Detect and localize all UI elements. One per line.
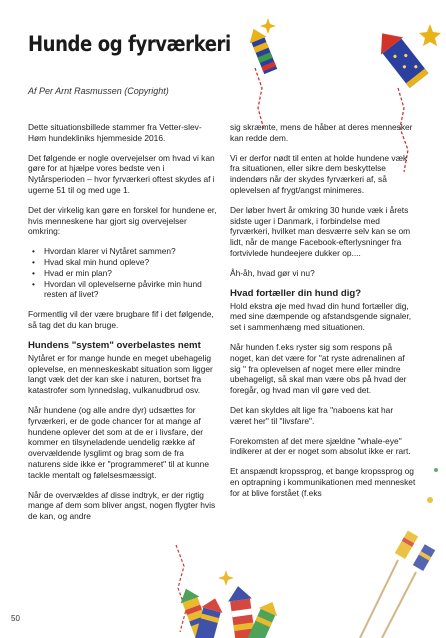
paragraph: Vi er derfor nødt til enten at holde hundene væk fra situationen, eller sikre dem beskyttelse indendørs når der skydes fyrværkeri af, så oplevelsen af frygt/angst minimeres. bbox=[230, 152, 408, 195]
paragraph: Formentlig vil der være brugbare fif i det følgende, så tag det du kan bruge. bbox=[28, 309, 214, 330]
paragraph: Det der virkelig kan gøre en forskel for hundene er, hvis menneskene har gjort sig overvejelser omkring: bbox=[28, 204, 217, 237]
left-column bbox=[28, 122, 218, 531]
list-item: • Hvad skal min hund opleve? bbox=[44, 257, 218, 268]
list-item: • Hvad er min plan? bbox=[44, 268, 218, 279]
sparkle-icon bbox=[260, 18, 276, 34]
paragraph: Når hunden f.eks ryster sig som respons på noget, kan det være for "at ryste adrenalinen af sig " fra oplevelsen af noget mere eller mindre ubehageligt, så skal man være obs på hvad der foregår, og hvad man vil gøre ved det. bbox=[230, 341, 407, 396]
paragraph: Dette situationsbillede stammer fra Vetter-slev-Høm hundekliniks hjemmeside 2016. bbox=[28, 122, 202, 143]
bullet-list bbox=[28, 246, 218, 300]
paragraph: Forekomsten af det mere sjældne "whale-eye" indikerer at der er noget som absolut ikke er rart. bbox=[230, 435, 411, 457]
list-item: • Hvordan klarer vi Nytåret sammen? bbox=[44, 246, 218, 257]
paragraph: Der løber hvert år omkring 30 hunde væk i årets sidste uger i Danmark, i forbindelse med fyrværkeri, hvilket man desværre selv kan se om lidt, når de mange Facebook-efterlysninger fra fortvivlede hundeejere dukker op.... bbox=[230, 204, 411, 258]
paragraph: Når de overvældes af disse indtryk, er der rigtig mange af dem som bliver angst, nogen flygter hvis de kan, og andre bbox=[28, 489, 216, 522]
byline: Af Per Arnt Rasmussen (Copyright) bbox=[28, 86, 169, 96]
list-item: • Hvordan vil oplevelserne påvirke min hund resten af livet? bbox=[44, 279, 218, 301]
paragraph: sig skræmte, mens de håber at deres mennesker kan redde dem. bbox=[230, 122, 413, 143]
section-heading: Hvad fortæller din hund dig? bbox=[230, 287, 362, 299]
star-icon bbox=[419, 24, 441, 46]
page-title: Hunde og fyrværkeri bbox=[28, 32, 231, 56]
rocket-icon bbox=[245, 18, 279, 130]
rocket-icon bbox=[176, 545, 282, 638]
paragraph: Det følgende er nogle overvejelser om hvad vi kan gøre for at hjælpe vores bedste ven i Nytårsperioden – hvor fyrværkeri oftest skydes af i ugerne 51 til og med uge 1. bbox=[28, 152, 215, 195]
paragraph: Et anspændt kropssprog, et bange kropssprog og en optrapning i kommunikationen med mennesket for at blive forstået (f.eks bbox=[230, 466, 416, 498]
paragraph: Åh-åh, hvad gør vi nu? bbox=[230, 267, 315, 278]
sparkle-icon bbox=[218, 570, 234, 586]
paragraph: Det kan skyldes alt lige fra "naboens kat har været her" til "livsfare". bbox=[230, 404, 394, 426]
paragraph: Når hundene (og alle andre dyr) udsættes for fyrværkeri, er de gode chancer for at mange af hundene oplever det som at de er i livsfare, der kommer en tilsyneladende uendelig række af overvældende lysglimt og brag som de fra naturens side ikke er "programmeret" til at kunne tackle mentalt og følelsesmæssigt. bbox=[28, 404, 209, 480]
section-heading: Hundens "system" overbelastes nemt bbox=[28, 339, 201, 351]
right-column bbox=[230, 122, 416, 508]
paragraph: Nytåret er for mange hunde en meget ubehagelig oplevelse, en menneskeskabt situation som ligger langt væk det der kan ske i naturen, bortset fra katastrofer som lynnedslag, vulkanudbrud osv. bbox=[28, 352, 213, 396]
paragraph: Hold ekstra øje med hvad din hund fortæller dig, med sine dæmpende og afstandsgende signaler, set i sammenhæng med situationen. bbox=[230, 300, 412, 333]
page-number: 50 bbox=[11, 614, 20, 623]
